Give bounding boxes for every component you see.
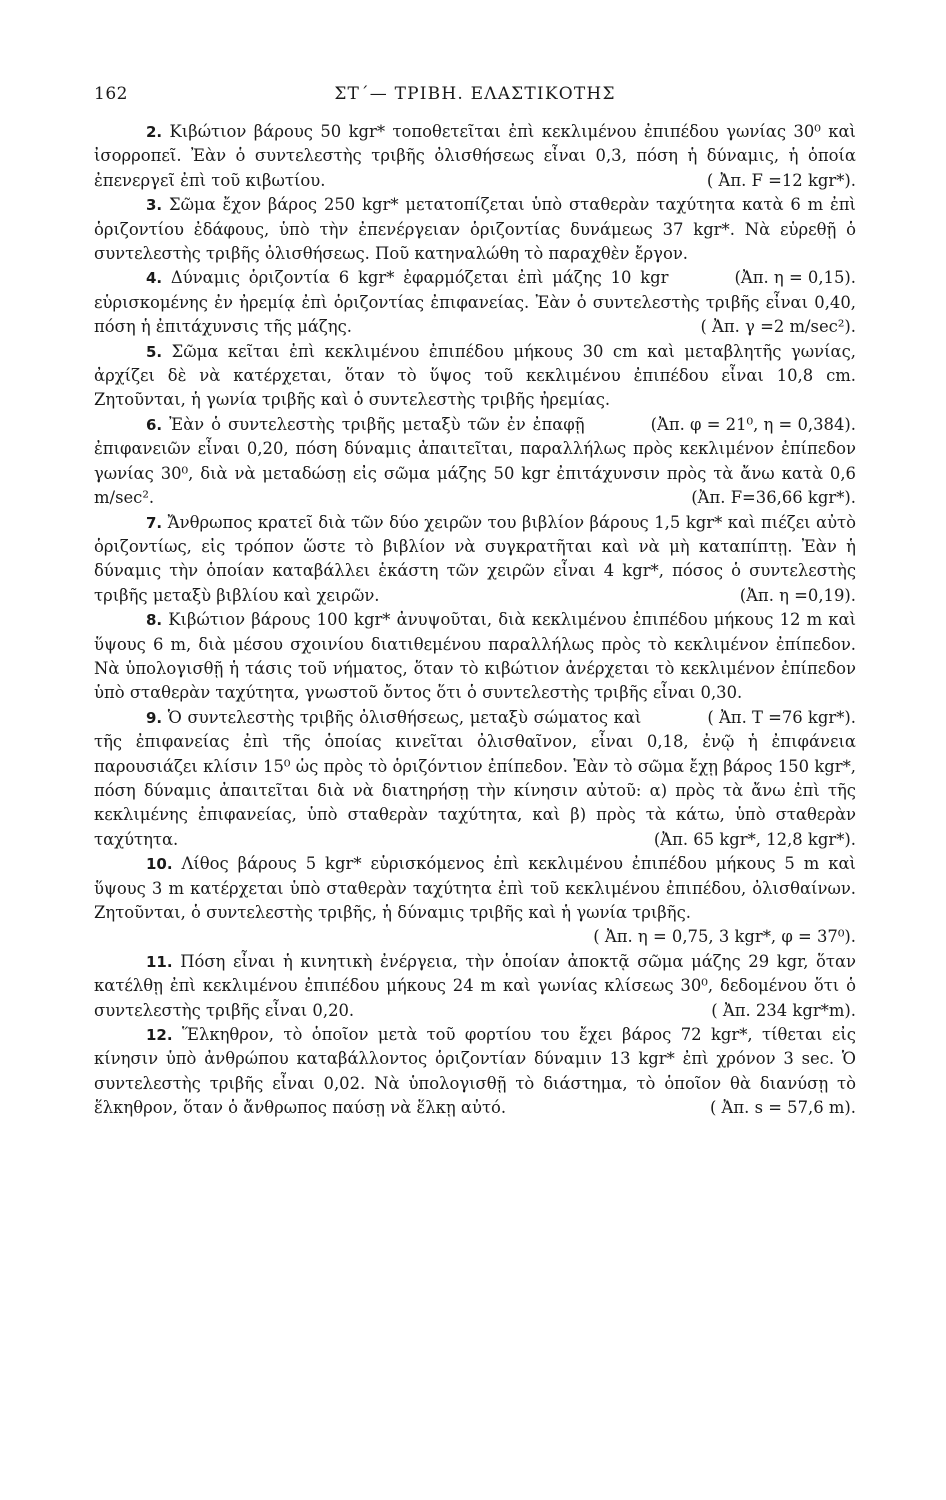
- problem-text: Σῶμα ἔχον βάρος 250 kgr* μετατοπίζεται ὑπὸ σταθερὰν ταχύτητα κατὰ 6 m ἐπὶ ὁριζοντίου ἐδάφους, ὑπὸ τὴν ἐπενέργειαν ὁριζοντίας δυνάμεως 37 kgr*. Νὰ εὑρεθῇ ὁ συντελεστὴς τριβῆς ὀλισθήσεως. Ποῦ κατηναλώθη τὸ παραχθὲν ἔργον.: [94, 195, 856, 264]
- problem-number: 2.: [146, 123, 163, 141]
- problem-number: 11.: [146, 952, 173, 971]
- problem-answer: ( Ἀπ. F =12 kgr*).: [706, 170, 856, 190]
- problem-answer: ( Ἀπ. γ =2 m/sec²).: [700, 317, 856, 337]
- chapter-title: ΣΤ΄— ΤΡΙΒΗ. ΕΛΑΣΤΙΚΟΤΗΣ: [334, 84, 616, 104]
- problem-text: Πόση εἶναι ἡ κινητικὴ ἐνέργεια, τὴν ὁποίαν ἀποκτᾷ σῶμα μάζης 29 kgr, ὅταν κατέλθῃ ἐπὶ κεκλιμένου ἐπιπέδου μήκους 24 m καὶ γωνίας κλίσεως 30⁰, δεδομένου ὅτι ὁ συντελεστὴς τριβῆς εἶναι 0,20.: [94, 951, 856, 1020]
- problem-12: [94, 1023, 856, 1121]
- page-number: 162: [94, 84, 128, 104]
- problem-answer: ( Ἀπ. s = 57,6 m).: [709, 1098, 856, 1118]
- problem-10: [94, 852, 856, 950]
- problem-11: [94, 950, 856, 1023]
- problem-text: Κιβώτιον βάρους 50 kgr* τοποθετεῖται ἐπὶ κεκλιμένου ἐπιπέδου γωνίας 30⁰ καὶ ἰσορροπεῖ. Ἐὰν ὁ συντελεστὴς τριβῆς ὀλισθήσεως εἶναι 0,3, πόση ἡ δύναμις, ἡ ὁποία ἐπενεργεῖ ἐπὶ τοῦ κιβωτίου.: [94, 122, 856, 190]
- problem-text: Λίθος βάρους 5 kgr* εὑρισκόμενος ἐπὶ κεκλιμένου ἐπιπέδου μήκους 5 m καὶ ὕψους 3 m κατέρχεται ὑπὸ σταθερὰν ταχύτητα ἐπὶ τοῦ κεκλιμένου ἐπιπέδου, ὀλισθαίνων. Ζητοῦνται, ὁ συντελεστὴς τριβῆς, ἡ δύναμις τριβῆς καὶ ἡ γωνία τριβῆς.: [94, 854, 856, 922]
- problem-answer: (Ἀπ. φ = 21⁰, η = 0,384).: [650, 414, 856, 434]
- problem-number: 7.: [146, 513, 163, 532]
- problem-number: 5.: [146, 342, 163, 361]
- problem-number: 12.: [146, 1026, 173, 1045]
- problem-3: [94, 193, 856, 288]
- problem-answer: (Ἀπ. η =0,19).: [739, 585, 856, 605]
- problem-text: Σῶμα κεῖται ἐπὶ κεκλιμένου ἐπιπέδου μήκους 30 cm καὶ μεταβλητῆς γωνίας, ἀρχίζει δὲ νὰ κατέρχεται, ὅταν τὸ ὕψος τοῦ κεκλιμένου ἐπιπέδου εἶναι 10,8 cm. Ζητοῦνται, ἡ γωνία τριβῆς καὶ ὁ συντελεστὴς τριβῆς ἠρεμίας.: [94, 341, 856, 410]
- problem-text: Ἄνθρωπος κρατεῖ διὰ τῶν δύο χειρῶν του βιβλίον βάρους 1,5 kgr* καὶ πιέζει αὐτὸ ὁριζοντίως, εἰς τρόπον ὥστε τὸ βιβλίον νὰ συγκρατῆται καὶ νὰ μὴ καταπίπτῃ. Ἐὰν ἡ δύναμις τὴν ὁποίαν καταβάλλει ἑκάστη τῶν χειρῶν εἶναι 4 kgr*, πόσος ὁ συντελεστὴς τριβῆς μεταξὺ βιβλίου καὶ χειρῶν.: [94, 512, 856, 605]
- problem-answer: (Ἀπ. η = 0,15).: [734, 268, 856, 288]
- problem-number: 3.: [146, 196, 163, 215]
- problem-list: [94, 120, 856, 1121]
- problem-8: [94, 608, 856, 727]
- running-head: [94, 84, 856, 110]
- problem-number: 8.: [146, 611, 163, 630]
- problem-5: [94, 340, 856, 434]
- problem-answer: ( Ἀπ. 234 kgr*m).: [711, 1000, 856, 1020]
- problem-text: Ἕλκηθρον, τὸ ὁποῖον μετὰ τοῦ φορτίου του ἔχει βάρος 72 kgr*, τίθεται εἰς κίνησιν ὑπὸ ἀνθρώπου καταβάλλοντος ὁριζοντίαν δύναμιν 13 kgr* ἐπὶ χρόνον 3 sec. Ὁ συντελεστὴς τριβῆς εἶναι 0,02. Νὰ ὑπολογισθῇ τὸ διάστημα, τὸ ὁποῖον θὰ διανύσῃ τὸ ἕλκηθρον, ὅταν ὁ ἄνθρωπος παύσῃ νὰ ἕλκῃ αὐτό.: [94, 1025, 856, 1118]
- problem-number: 4.: [146, 269, 163, 288]
- problem-number: 6.: [146, 415, 163, 434]
- problem-7: [94, 511, 856, 609]
- problem-answer: (Ἀπ. 65 kgr*, 12,8 kgr*).: [653, 829, 856, 849]
- problem-text: Κιβώτιον βάρους 100 kgr* ἀνυψοῦται, διὰ κεκλιμένου ἐπιπέδου μήκους 12 m καὶ ὕψους 6 m, διὰ μέσου σχοινίου διατιθεμένου παραλλήλως πρὸς τὸ κεκλιμένον ἐπίπεδον. Νὰ ὑπολογισθῇ ἡ τάσις τοῦ νήματος, ὅταν τὸ κιβώτιον ἀνέρχεται τὸ κεκλιμένον ἐπίπεδον ὑπὸ σταθερὰν ταχύτητα, γνωστοῦ ὄντος ὅτι ὁ συντελεστὴς τριβῆς εἶναι 0,30.: [94, 610, 856, 703]
- problem-answer: ( Ἀπ. T =76 kgr*).: [707, 707, 856, 727]
- problem-number: 9.: [146, 708, 163, 727]
- problem-answer: ( Ἀπ. η = 0,75, 3 kgr*, φ = 37⁰).: [593, 927, 856, 947]
- problem-text: Δύναμις ὁριζοντία 6 kgr* ἐφαρμόζεται ἐπὶ μάζης 10 kgr εὑρισκομένης ἐν ἠρεμίᾳ ἐπὶ ὁριζοντίας ἐπιφανείας. Ἐὰν ὁ συντελεστὴς τριβῆς εἶναι 0,40, πόση ἡ ἐπιτάχυνσις τῆς μάζης.: [94, 268, 856, 337]
- problem-2: [94, 120, 856, 193]
- problem-number: 10.: [146, 855, 173, 874]
- problem-answer: (Ἀπ. F=36,66 kgr*).: [691, 488, 856, 508]
- problem-text: Ὁ συντελεστὴς τριβῆς ὀλισθήσεως, μεταξὺ σώματος καὶ τῆς ἐπιφανείας ἐπὶ τῆς ὁποίας κινεῖται ὀλισθαῖνον, εἶναι 0,18, ἐνῷ ἡ ἐπιφάνεια παρουσιάζει κλίσιν 15⁰ ὡς πρὸς τὸ ὁριζόντιον ἐπίπεδον. Ἐὰν τὸ σῶμα ἔχῃ βάρος 150 kgr*, πόση δύναμις ἀπαιτεῖται διὰ νὰ διατηρήσῃ τὴν κίνησιν αὐτοῦ: α) πρὸς τὰ ἄνω ἐπὶ τῆς κεκλιμένης ἐπιφανείας, ὑπὸ σταθερὰν ταχύτητα, καὶ β) πρὸς τὰ κάτω, ὑπὸ σταθερὰν ταχύτητα.: [94, 707, 856, 849]
- problem-text: Ἐὰν ὁ συντελεστὴς τριβῆς μεταξὺ τῶν ἐν ἐπαφῇ ἐπιφανειῶν εἶναι 0,20, πόση δύναμις ἀπαιτεῖται, παραλλήλως πρὸς κεκλιμένον ἐπίπεδον γωνίας 30⁰, διὰ νὰ μεταδώσῃ εἰς σῶμα μάζης 50 kgr ἐπιτάχυνσιν πρὸς τὰ ἄνω κατὰ 0,6 m/sec².: [94, 414, 856, 508]
